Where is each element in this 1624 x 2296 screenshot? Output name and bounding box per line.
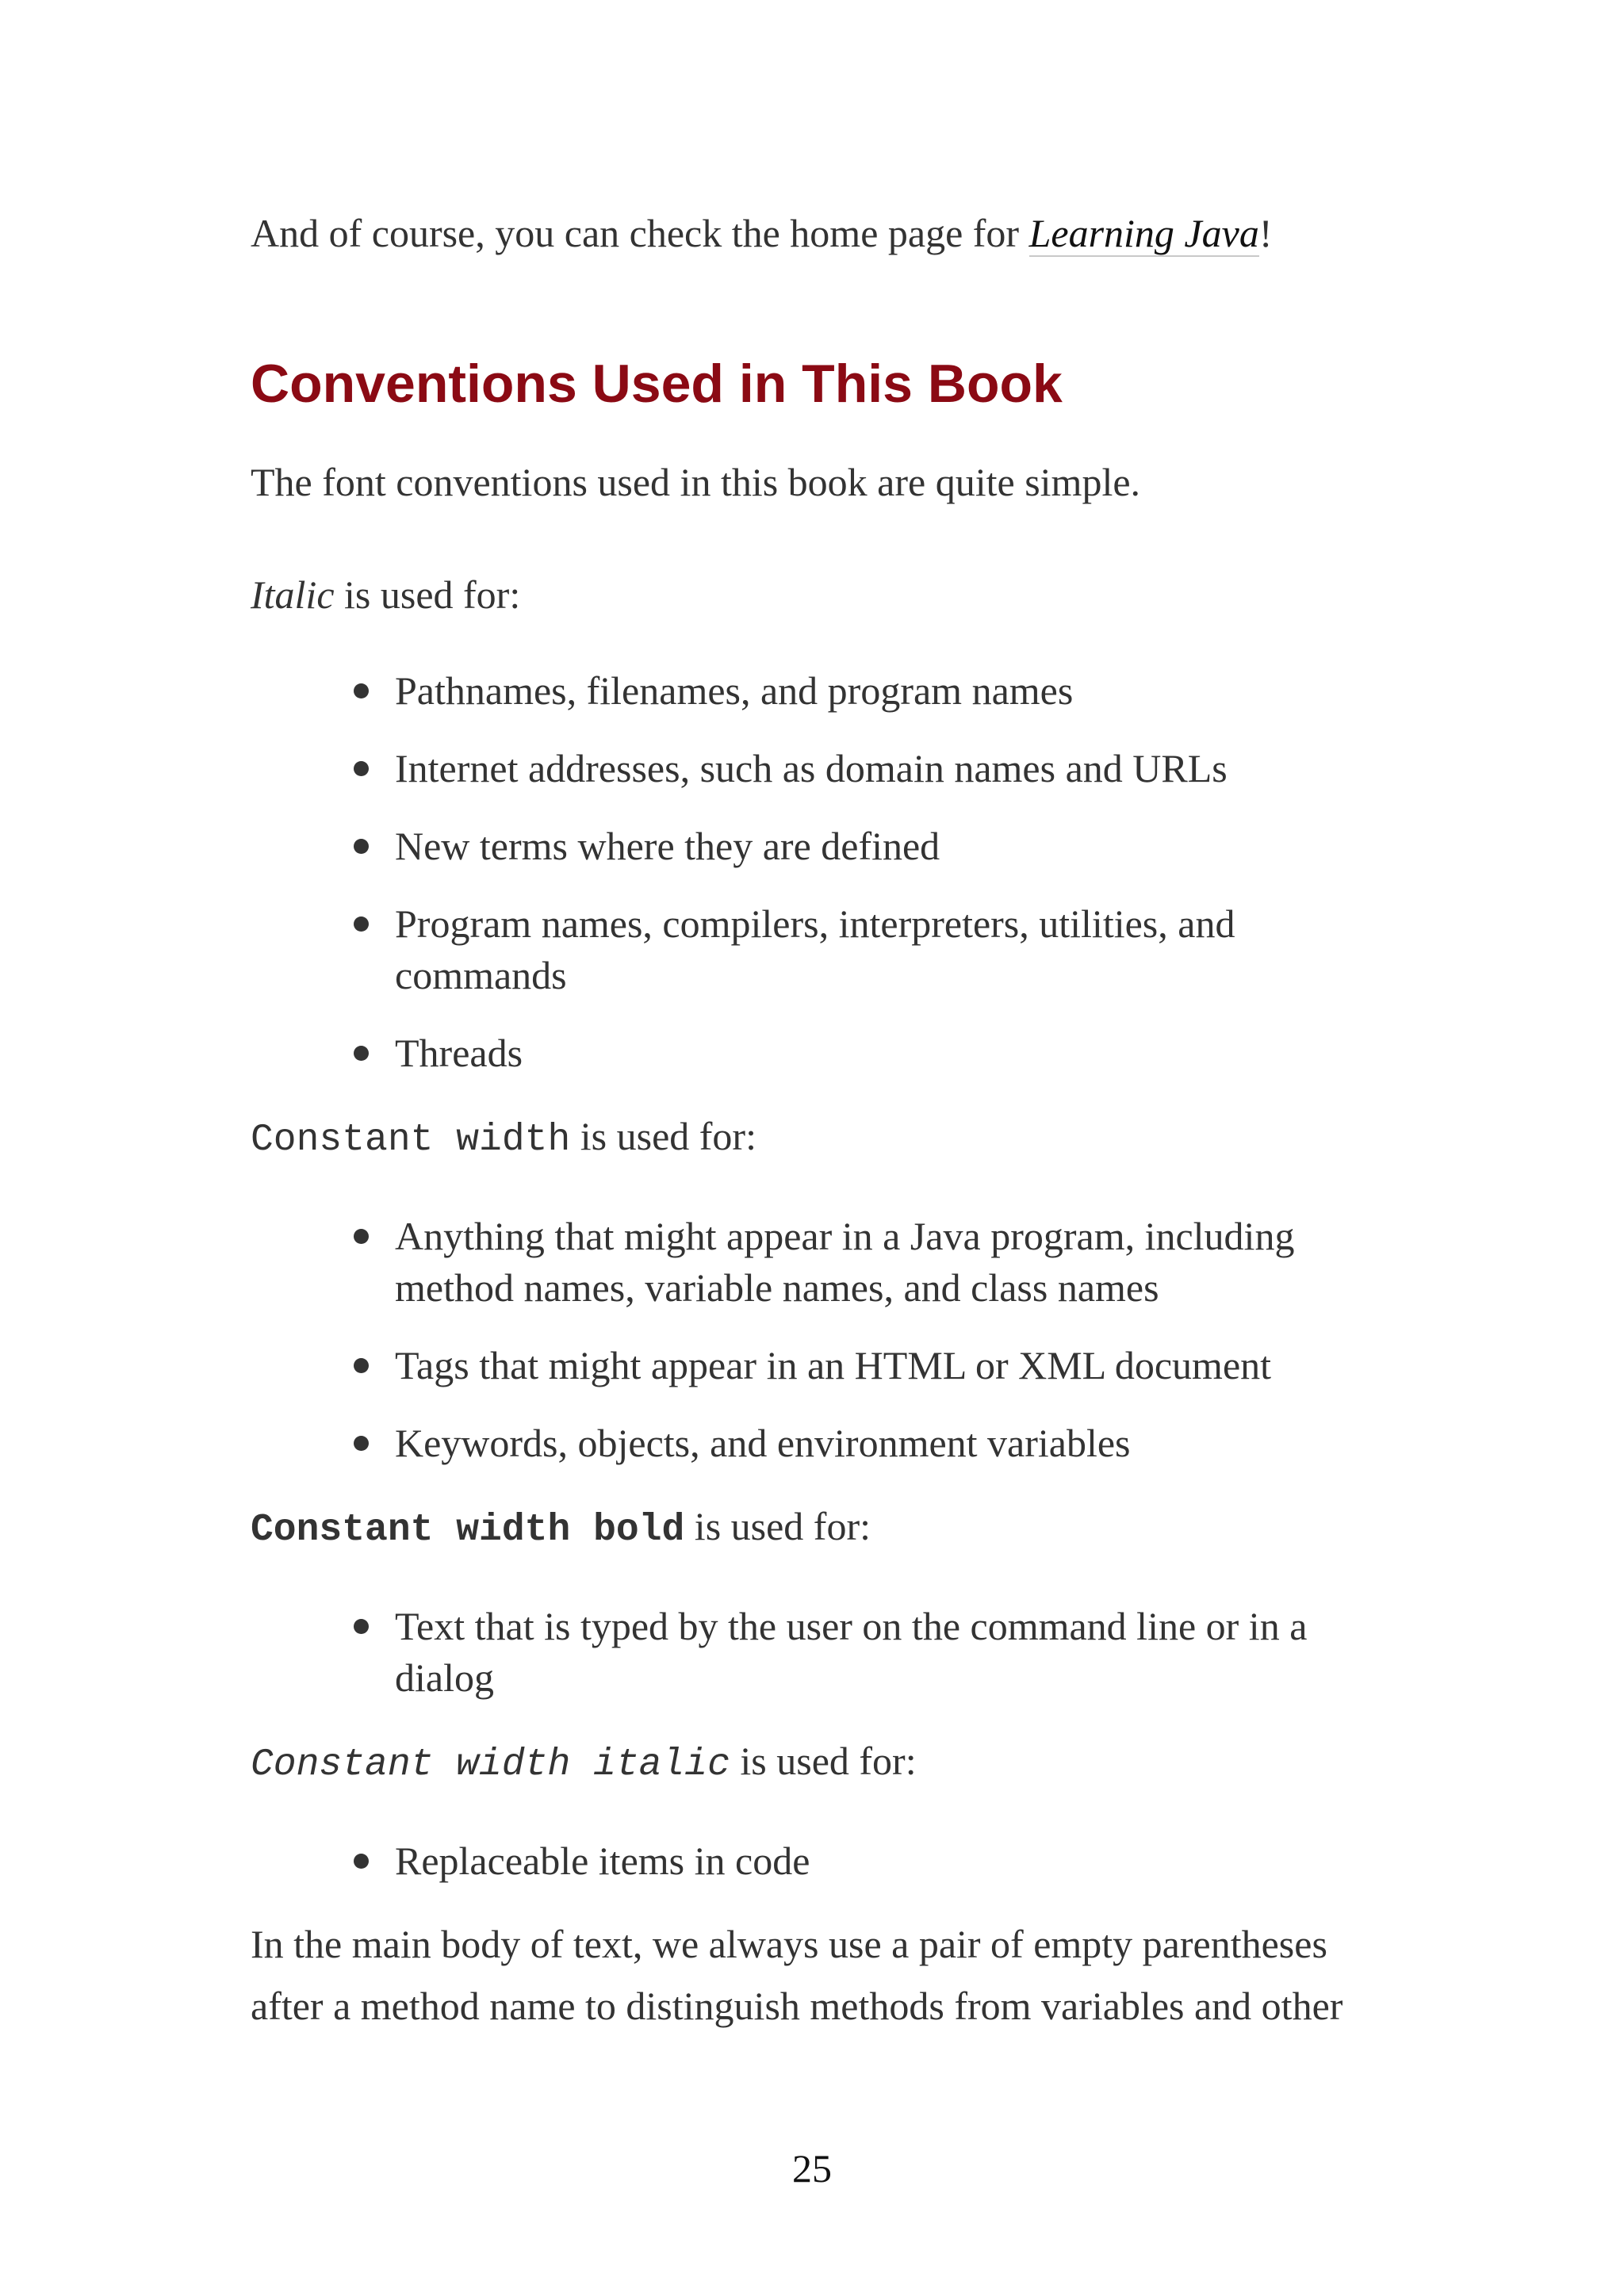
list-item-text: New terms where they are defined (395, 824, 940, 868)
bullet-icon (354, 1229, 369, 1244)
list-item (395, 1027, 1392, 1079)
list-item-text: Pathnames, filenames, and program names (395, 668, 1074, 713)
bullet-icon (354, 761, 369, 776)
list-item (395, 1211, 1392, 1314)
constant-width-italic-suffix: is used for: (730, 1739, 917, 1783)
italic-label: Italic (251, 572, 335, 617)
list-item (395, 1340, 1392, 1391)
intro-text: And of course, you can check the home page for (251, 211, 1029, 255)
list-item-text: Program names, compilers, interpreters, utilities, and commands (395, 901, 1235, 997)
list-item-text: Anything that might appear in a Java program, including method names, variable names, and class names (395, 1214, 1295, 1310)
list-item (395, 1601, 1392, 1704)
bullet-icon (354, 1358, 369, 1373)
constant-width-italic-label: Constant width italic (251, 1743, 730, 1786)
page-number: 25 (792, 2146, 832, 2191)
list-item-text: Threads (395, 1031, 523, 1075)
italic-suffix: is used for: (334, 572, 521, 617)
bullet-icon (354, 839, 369, 854)
bullet-icon (354, 1436, 369, 1451)
constant-width-italic-label-line (251, 1730, 1392, 1796)
closing-paragraph: In the main body of text, we always use a pair of empty parentheses after a method name to distinguish methods from variables and other (251, 1922, 1343, 2028)
constant-width-bold-label-line (251, 1495, 1392, 1561)
list-item (395, 898, 1392, 1001)
intro-punctuation: ! (1258, 211, 1273, 255)
list-item-text: Text that is typed by the user on the command line or in a dialog (395, 1604, 1308, 1700)
list-item (395, 665, 1392, 717)
italic-label-line (251, 564, 1392, 626)
list-item (395, 821, 1392, 872)
lead-paragraph: The font conventions used in this book are quite simple. (251, 460, 1141, 504)
bullet-icon (354, 916, 369, 932)
list-item-text: Keywords, objects, and environment variables (395, 1421, 1131, 1465)
page-content (251, 202, 1392, 2037)
learning-java-link[interactable]: Learning Java (1028, 211, 1259, 255)
intro-paragraph (251, 202, 1392, 264)
list-item-text: Replaceable items in code (395, 1839, 810, 1883)
italic-uses-list (251, 665, 1392, 1079)
constant-width-uses-list (251, 1211, 1392, 1469)
constant-width-label-line (251, 1105, 1392, 1171)
list-item-text: Internet addresses, such as domain names and URLs (395, 746, 1228, 790)
list-item-text: Tags that might appear in an HTML or XML document (395, 1343, 1272, 1387)
bullet-icon (354, 1854, 369, 1869)
constant-width-label: Constant width (251, 1119, 571, 1161)
bullet-icon (354, 683, 369, 698)
list-item (395, 743, 1392, 794)
constant-width-bold-suffix: is used for: (684, 1504, 871, 1548)
bullet-icon (354, 1046, 369, 1061)
bullet-icon (354, 1619, 369, 1634)
constant-width-bold-uses-list (251, 1601, 1392, 1704)
list-item (395, 1418, 1392, 1469)
list-item (395, 1835, 1392, 1887)
constant-width-italic-uses-list (251, 1835, 1392, 1887)
constant-width-suffix: is used for: (570, 1114, 756, 1158)
constant-width-bold-label: Constant width bold (251, 1509, 685, 1552)
section-heading: Conventions Used in This Book (251, 354, 1063, 414)
